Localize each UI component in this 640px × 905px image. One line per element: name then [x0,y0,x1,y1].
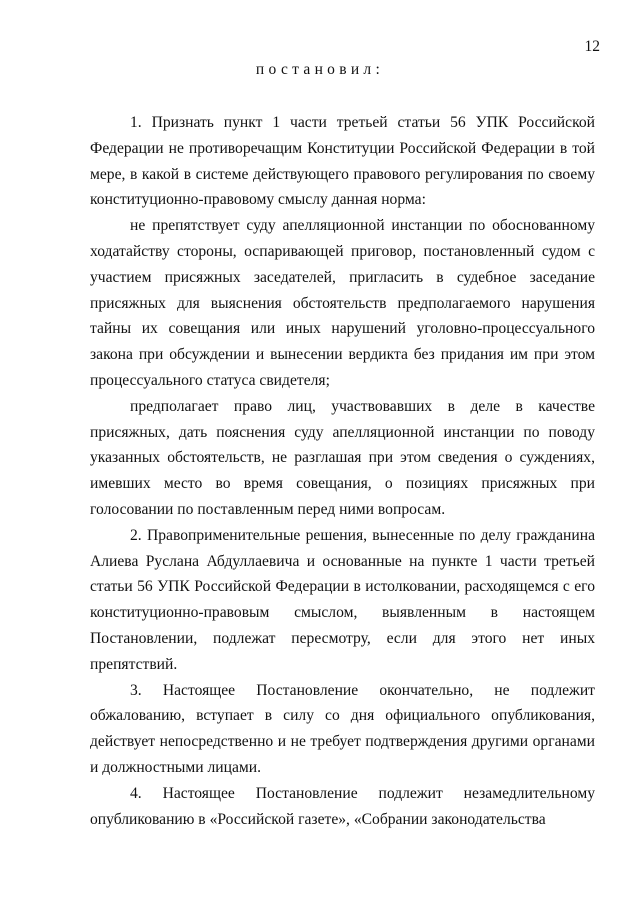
paragraph-1-ruling: 1. Признать пункт 1 части третьей статьи 56 УПК Российской Федерации не противоречащим Конституции Российской Федерации в той мере, в какой в системе действующего правового регулирования по своему конституционно-правовому смыслу данная норма: [90,114,595,209]
resolution-heading: постановил: [255,61,385,78]
paragraph-2-review: 2. Правоприменительные решения, вынесенные по делу гражданина Алиева Руслана Абдуллаевича и основанные на пункте 1 части третьей статьи 56 УПК Российской Федерации в истолковании, расходящемся с его конституционно-правовым смыслом, выявленным в настоящем Постановлении, подлежат пересмотру, если для этого нет иных препятствий. [90,526,595,673]
document-body [90,110,595,832]
paragraph-4-publication: 4. Настоящее Постановление подлежит незамедлительному опубликованию в «Российской газете», «Собрании законодательства [90,784,595,828]
paragraph-1-point-presumes: предполагает право лиц, участвовавших в деле в качестве присяжных, дать пояснения суду апелляционной инстанции по поводу указанных обстоятельств, не разглашая при этом сведения о суждениях, имевших место во время совещания, о позициях присяжных при голосовании по поставленным перед ними вопросам. [90,397,595,518]
page-number: 12 [584,38,600,55]
paragraph-3-final: 3. Настоящее Постановление окончательно, не подлежит обжалованию, вступает в силу со дня официального опубликования, действует непосредственно и не требует подтверждения другими органами и должностными лицами. [90,681,595,776]
paragraph-1-point-not-prevent: не препятствует суду апелляционной инстанции по обоснованному ходатайству стороны, оспаривающей приговор, постановленный судом с участием присяжных заседателей, пригласить в судебное заседание присяжных для выяснения обстоятельств предполагаемого нарушения тайны их совещания или иных нарушений уголовно-процессуального закона при обсуждении и вынесении вердикта без придания им при этом процессуального статуса свидетеля; [90,217,595,389]
